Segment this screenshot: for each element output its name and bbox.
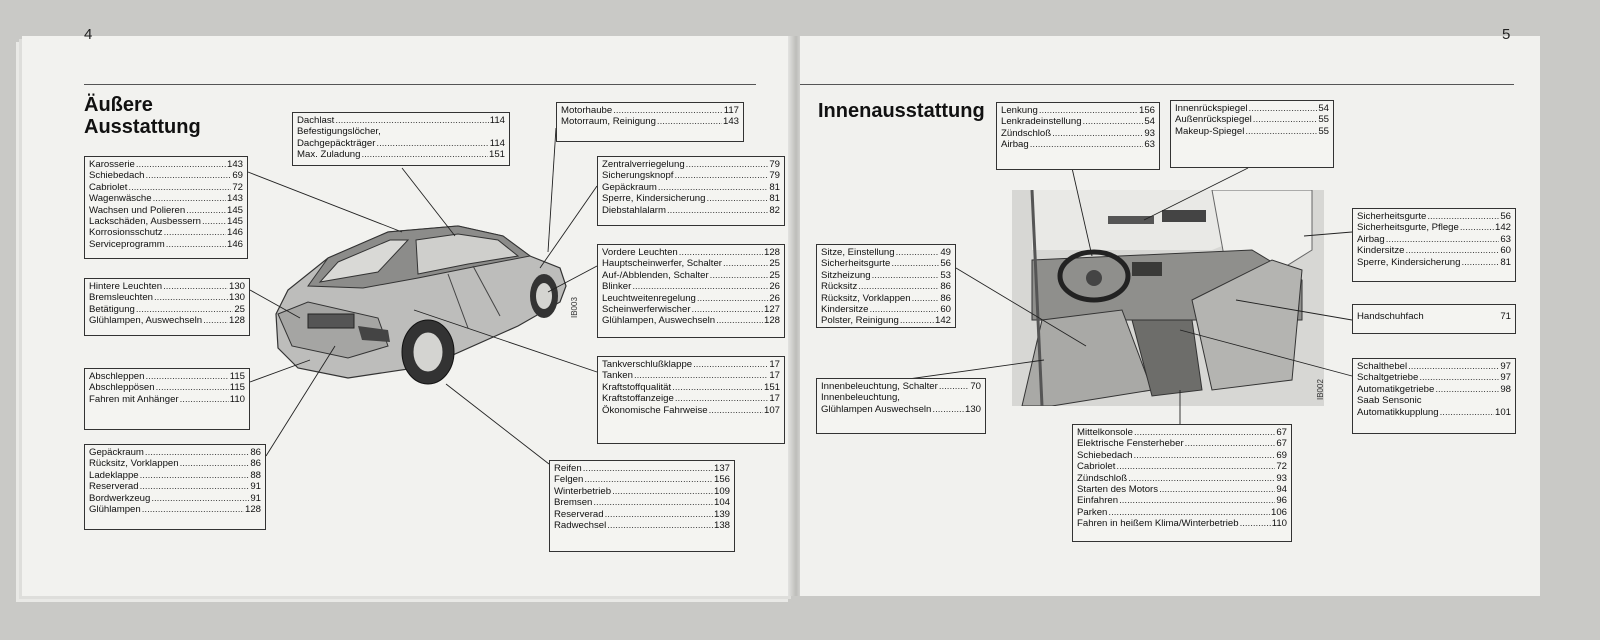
index-entry: Abschleppösen ..... 115 bbox=[89, 382, 245, 393]
left-header-rule bbox=[84, 84, 756, 85]
index-box-innenrueckspiegel bbox=[1170, 100, 1334, 168]
index-entry: Bordwerkzeug ..... 91 bbox=[89, 493, 261, 504]
car-exterior-illustration bbox=[268, 218, 578, 396]
index-entry: Motorraum, Reinigung ..... 143 bbox=[561, 116, 739, 127]
right-page-title: Innenausstattung bbox=[818, 100, 985, 122]
index-entry: Sicherheitsgurte, Pflege ..... 142 bbox=[1357, 222, 1511, 233]
index-entry: Rücksitz ..... 86 bbox=[821, 281, 951, 292]
right-header-rule bbox=[800, 84, 1514, 85]
index-box-tankverschluss bbox=[597, 356, 785, 444]
index-entry: Tanken ..... 17 bbox=[602, 370, 780, 381]
index-entry: Airbag ..... 63 bbox=[1357, 234, 1511, 245]
index-entry: Fahren mit Anhänger ..... 110 bbox=[89, 394, 245, 405]
index-entry: Rücksitz, Vorklappen ..... 86 bbox=[821, 293, 951, 304]
index-entry: Hintere Leuchten ..... 130 bbox=[89, 281, 245, 292]
index-entry: Wagenwäsche ..... 143 bbox=[89, 193, 243, 204]
index-entry: Bremsleuchten ..... 130 bbox=[89, 292, 245, 303]
index-entry: Radwechsel ..... 138 bbox=[554, 520, 730, 531]
index-entry: Ökonomische Fahrweise ..... 107 bbox=[602, 405, 780, 416]
index-entry: Blinker ..... 26 bbox=[602, 281, 780, 292]
index-entry: Glühlampen ..... 128 bbox=[89, 504, 261, 515]
index-entry: Sicherheitsgurte ..... 56 bbox=[821, 258, 951, 269]
index-entry: Dachgepäckträger ..... 114 bbox=[297, 138, 505, 149]
car-interior-illustration bbox=[1012, 190, 1324, 406]
index-entry: Kraftstoffanzeige ..... 17 bbox=[602, 393, 780, 404]
index-box-sicherheitsgurte bbox=[1352, 208, 1516, 282]
index-entry: Reifen ..... 137 bbox=[554, 463, 730, 474]
left-page-title: Äußere Ausstattung bbox=[84, 94, 201, 138]
index-entry: Serviceprogramm ..... 146 bbox=[89, 239, 243, 250]
index-entry: Vordere Leuchten ..... 128 bbox=[602, 247, 780, 258]
index-entry: Parken ..... 106 bbox=[1077, 507, 1287, 518]
index-box-mittelkonsole bbox=[1072, 424, 1292, 542]
index-entry: Wachsen und Polieren ..... 145 bbox=[89, 205, 243, 216]
index-box-reifen bbox=[549, 460, 735, 552]
index-entry: Mittelkonsole ..... 67 bbox=[1077, 427, 1287, 438]
index-entry: Lenkradeinstellung ..... 54 bbox=[1001, 116, 1155, 127]
index-entry: Dachlast ..... 114 bbox=[297, 115, 505, 126]
index-entry: Innenbeleuchtung, bbox=[821, 392, 900, 404]
index-entry: Hauptscheinwerfer, Schalter ..... 25 bbox=[602, 258, 780, 269]
index-entry: Makeup-Spiegel ..... 55 bbox=[1175, 126, 1329, 137]
index-box-hintere-leuchten bbox=[84, 278, 250, 336]
right-page-number: 5 bbox=[1502, 26, 1511, 43]
index-entry: Glühlampen Auswechseln ..... 130 bbox=[821, 404, 981, 415]
index-entry: Sicherheitsgurte ..... 56 bbox=[1357, 211, 1511, 222]
index-box-dachlast bbox=[292, 112, 510, 166]
index-entry: Cabriolet ..... 72 bbox=[1077, 461, 1287, 472]
index-entry: Befestigungslöcher, bbox=[297, 126, 381, 138]
index-entry: Saab Sensonic bbox=[1357, 395, 1422, 407]
index-entry: Kindersitze ..... 60 bbox=[1357, 245, 1511, 256]
index-entry: Max. Zuladung ..... 151 bbox=[297, 149, 505, 160]
index-entry: Sitzheizung ..... 53 bbox=[821, 270, 951, 281]
index-entry: Automatikgetriebe ..... 98 bbox=[1357, 384, 1511, 395]
index-entry: Lenkung ..... 156 bbox=[1001, 105, 1155, 116]
left-page-number: 4 bbox=[84, 26, 93, 43]
index-entry: Betätigung ..... 25 bbox=[89, 304, 245, 315]
index-entry: Lackschäden, Ausbessern ..... 145 bbox=[89, 216, 243, 227]
index-entry: Reserverad ..... 139 bbox=[554, 509, 730, 520]
index-box-lenkung bbox=[996, 102, 1160, 170]
index-entry: Sitze, Einstellung ..... 49 bbox=[821, 247, 951, 258]
index-entry: Zentralverriegelung ..... 79 bbox=[602, 159, 780, 170]
index-entry: Elektrische Fensterheber ..... 67 bbox=[1077, 438, 1287, 449]
index-box-gepaeckraum bbox=[84, 444, 266, 530]
index-entry: Winterbetrieb ..... 109 bbox=[554, 486, 730, 497]
index-box-sitze bbox=[816, 244, 956, 328]
index-box-abschleppen bbox=[84, 368, 250, 430]
right-illustration-code: IB002 bbox=[1316, 379, 1325, 400]
index-box-motorhaube bbox=[556, 102, 744, 142]
index-entry: Glühlampen, Auswechseln ..... 128 bbox=[602, 315, 780, 326]
index-entry: Außenrückspiegel ..... 55 bbox=[1175, 114, 1329, 125]
index-entry: Bremsen ..... 104 bbox=[554, 497, 730, 508]
index-entry: Reserverad ..... 91 bbox=[89, 481, 261, 492]
index-box-vordere-leuchten bbox=[597, 244, 785, 338]
index-entry: Einfahren ..... 96 bbox=[1077, 495, 1287, 506]
index-entry: Schiebedach ..... 69 bbox=[1077, 450, 1287, 461]
index-entry: Sperre, Kindersicherung ..... 81 bbox=[1357, 257, 1511, 268]
index-entry: Schiebedach ..... 69 bbox=[89, 170, 243, 181]
index-entry: Polster, Reinigung ..... 142 bbox=[821, 315, 951, 326]
index-box-schalthebel bbox=[1352, 358, 1516, 434]
index-entry: Abschleppen ..... 115 bbox=[89, 371, 245, 382]
index-entry: Handschuhfach 71 bbox=[1357, 311, 1511, 322]
index-entry: Kraftstoffqualität ..... 151 bbox=[602, 382, 780, 393]
index-entry: Cabriolet ..... 72 bbox=[89, 182, 243, 193]
index-box-karosserie bbox=[84, 156, 248, 259]
index-entry: Korrosionsschutz ..... 146 bbox=[89, 227, 243, 238]
index-entry: Auf-/Abblenden, Schalter ..... 25 bbox=[602, 270, 780, 281]
index-entry: Starten des Motors ..... 94 bbox=[1077, 484, 1287, 495]
left-illustration-code: IB003 bbox=[570, 297, 579, 318]
index-entry: Leuchtweitenregelung ..... 26 bbox=[602, 293, 780, 304]
index-entry: Gepäckraum ..... 81 bbox=[602, 182, 780, 193]
index-entry: Motorhaube ..... 117 bbox=[561, 105, 739, 116]
index-entry: Zündschloß ..... 93 bbox=[1001, 128, 1155, 139]
index-entry: Kindersitze ..... 60 bbox=[821, 304, 951, 315]
index-box-handschuhfach bbox=[1352, 304, 1516, 334]
index-entry: Sicherungsknopf ..... 79 bbox=[602, 170, 780, 181]
index-entry: Airbag ..... 63 bbox=[1001, 139, 1155, 150]
index-entry: Zündschloß ..... 93 bbox=[1077, 473, 1287, 484]
index-entry: Scheinwerferwischer ..... 127 bbox=[602, 304, 780, 315]
index-entry: Innenrückspiegel ..... 54 bbox=[1175, 103, 1329, 114]
index-entry: Innenbeleuchtung, Schalter ..... 70 bbox=[821, 381, 981, 392]
index-entry: Gepäckraum ..... 86 bbox=[89, 447, 261, 458]
index-entry: Felgen ..... 156 bbox=[554, 474, 730, 485]
index-entry: Schalthebel ..... 97 bbox=[1357, 361, 1511, 372]
index-entry: Automatikkupplung ..... 101 bbox=[1357, 407, 1511, 418]
index-entry: Tankverschlußklappe ..... 17 bbox=[602, 359, 780, 370]
index-entry: Fahren in heißem Klima/Winterbetrieb ..... 110 bbox=[1077, 518, 1287, 529]
index-entry: Rücksitz, Vorklappen ..... 86 bbox=[89, 458, 261, 469]
index-entry: Karosserie ..... 143 bbox=[89, 159, 243, 170]
index-entry: Sperre, Kindersicherung ..... 81 bbox=[602, 193, 780, 204]
index-entry: Glühlampen, Auswechseln ..... 128 bbox=[89, 315, 245, 326]
index-box-innenbeleuchtung bbox=[816, 378, 986, 434]
index-entry: Ladeklappe ..... 88 bbox=[89, 470, 261, 481]
index-entry: Diebstahlalarm ..... 82 bbox=[602, 205, 780, 216]
index-entry: Schaltgetriebe ..... 97 bbox=[1357, 372, 1511, 383]
index-box-zentralverriegelung bbox=[597, 156, 785, 226]
